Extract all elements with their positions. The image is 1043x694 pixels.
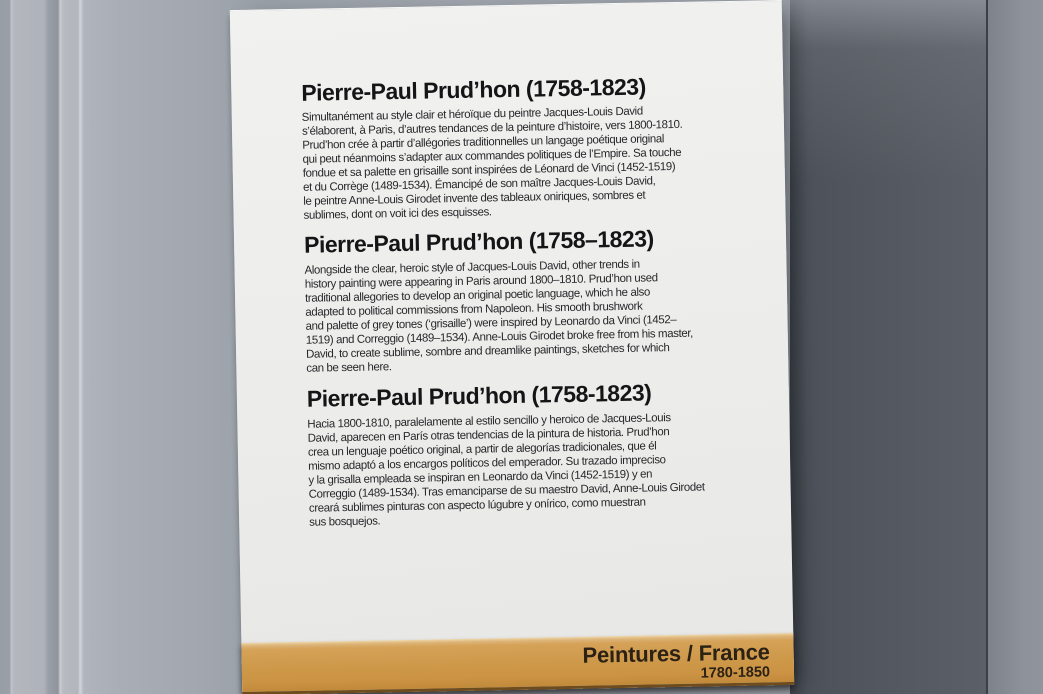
spanish-body-text: Hacia 1800-1810, paralelamente al estilo sencillo y heroico de Jacques-Louis David, aparecen en París otras tendencias de la pintura de historia. Prud’hon crea un lenguaje poético original, a partir de alegorías tradicionales, que él mismo adaptó a los encargos políticos del emperador. Su trazado impreciso y la grisalla empleada se inspiran en Leonardo da Vinci (1452-1519) y en Correggio (1489-1534). Tras emanciparse de su maestro David, Anne-Louis Girodet creará sublimes pinturas con aspecto lúgubre y onírico, como muestran sus bosquejos. [307,412,705,529]
label-section-spanish [307,377,776,530]
wall-panel-right-edge [986,0,1043,694]
label-section-french [301,71,770,223]
category-date-range: 1780-1850 [700,664,771,682]
wall-shadow-right [790,0,986,694]
spanish-heading: Pierre-Paul Prud’hon (1758-1823) [306,379,652,412]
french-body-text: Simultanément au style clair et héroïque du peintre Jacques-Louis David s’élaborent, à Paris, d’autres tendances de la peinture d’histoire, vers 1800-1810. Prud’hon crée à partir d’allégories traditionnelles un langage poétique original qui peut néanmoins s’adapter aux commandes politiques de l’Empire. Sa touche fondue et sa palette en grisaille sont inspirées de Léonard de Vinci (1452-1519) et du Corrège (1489-1534). Émancipé de son maître Jacques-Louis David, le peintre Anne-Louis Girodet invente des tableaux oniriques, sombres et sublimes, dont on voit ici des esquisses. [301,105,683,222]
category-bar [241,633,794,694]
english-heading: Pierre-Paul Prud’hon (1758–1823) [303,225,654,258]
english-body-text: Alongside the clear, heroic style of Jacques-Louis David, other trends in history painting were appearing in Paris around 1800–1810. Prud’hon used traditional allegories to develop an original poetic language, which he also adapted to political commissions from Napoleon. His smooth brushwork and palette of grey tones (‘grisaille’) were inspired by Leonardo da Vinci (1452– 1519) and Correggio (1489–1534). Anne-Louis Girodet broke free from his master, David, to create sublime, sombre and dreamlike paintings, sketches for which can be seen here. [304,258,694,375]
category-title: Peintures / France [582,639,770,668]
wall-molding-left [0,0,260,694]
museum-label-card [230,0,794,694]
french-heading: Pierre-Paul Prud’hon (1758-1823) [301,73,646,106]
label-section-english [304,223,773,376]
label-text-area [230,1,793,643]
